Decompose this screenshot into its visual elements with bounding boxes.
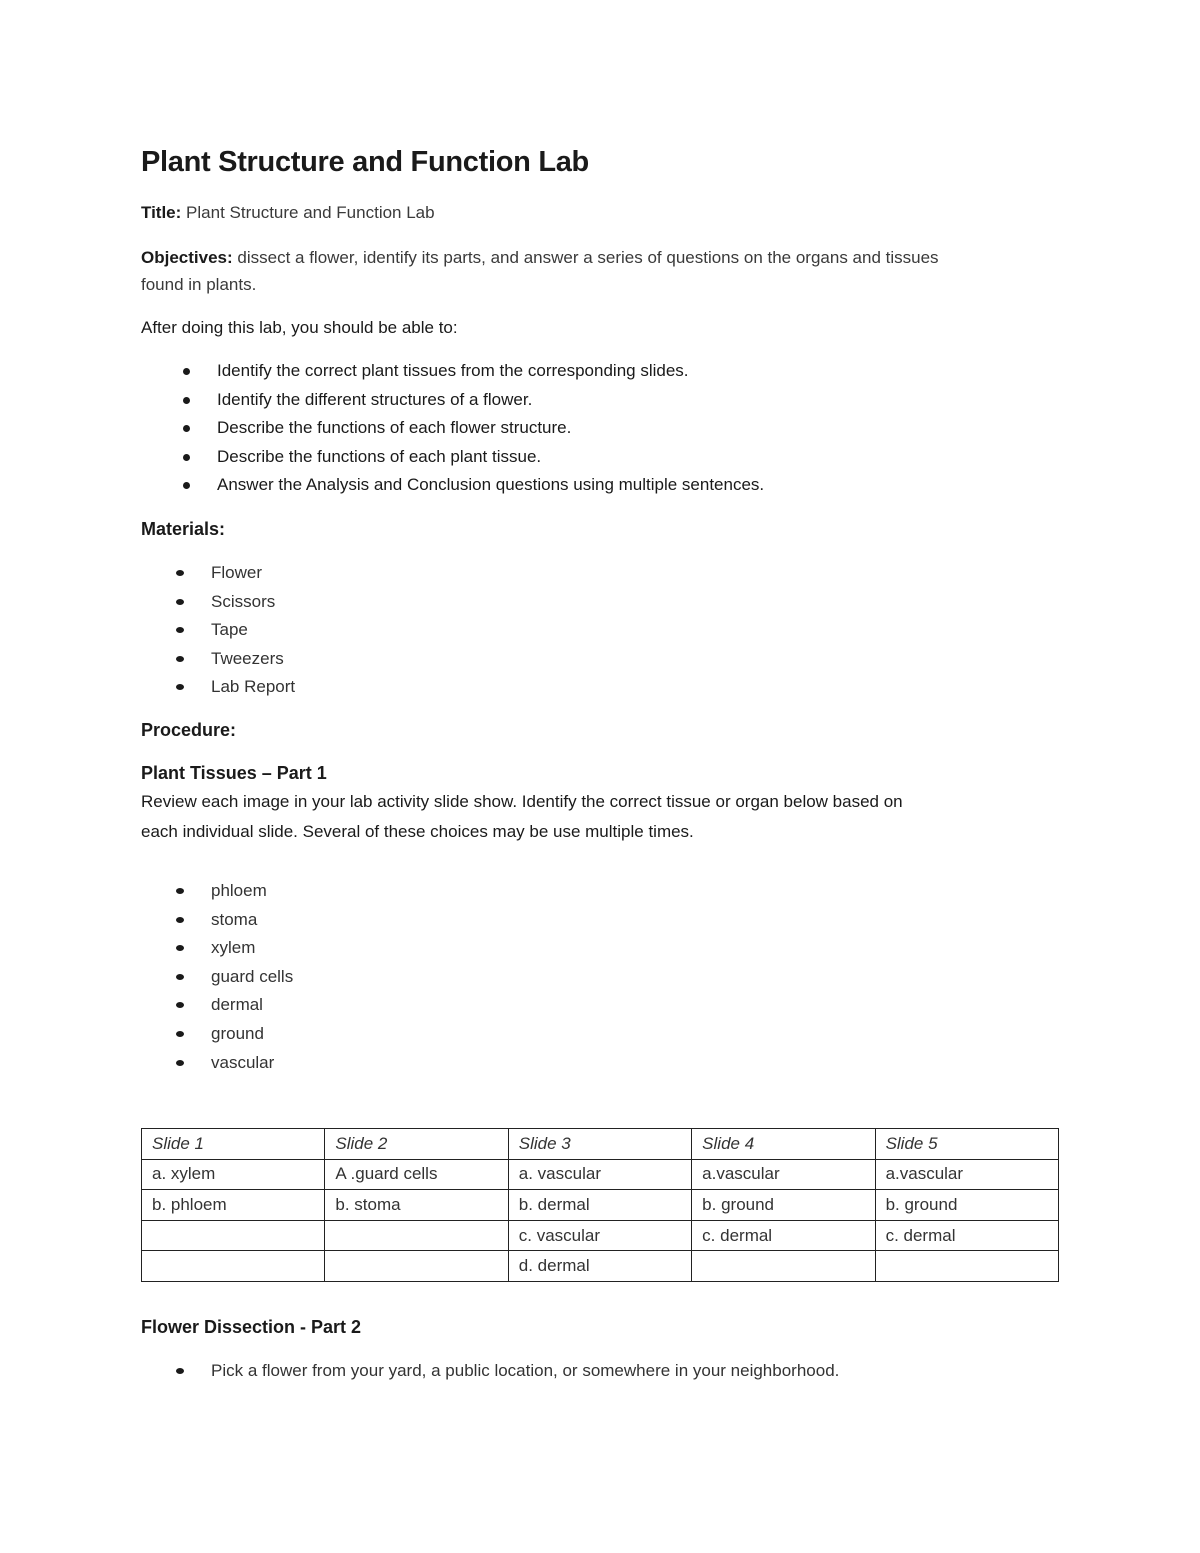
table-cell xyxy=(142,1251,325,1282)
table-cell: a. vascular xyxy=(508,1159,691,1190)
list-item: Tape xyxy=(141,616,1061,645)
table-cell: c. dermal xyxy=(692,1220,875,1251)
bullet-icon xyxy=(176,599,184,605)
list-item: Flower xyxy=(141,559,1061,588)
bullet-icon xyxy=(176,1060,184,1066)
title-line xyxy=(141,199,1061,226)
bullet-icon xyxy=(183,368,190,375)
bullet-icon xyxy=(176,1031,184,1037)
list-item: Describe the functions of each plant tissue. xyxy=(141,443,1061,472)
objectives-label: Objectives: xyxy=(141,248,233,267)
list-item: Answer the Analysis and Conclusion questions using multiple sentences. xyxy=(141,471,1061,500)
bullet-icon xyxy=(176,974,184,980)
outcomes-list xyxy=(141,357,1061,500)
part1-text-2: each individual slide. Several of these choices may be use multiple times. xyxy=(141,821,694,841)
list-item: dermal xyxy=(141,991,1061,1020)
part2-list xyxy=(141,1357,1061,1386)
list-item: Pick a flower from your yard, a public location, or somewhere in your neighborhood. xyxy=(141,1357,1061,1386)
bullet-icon xyxy=(183,425,190,432)
table-cell: A .guard cells xyxy=(325,1159,508,1190)
table-cell: b. dermal xyxy=(508,1190,691,1221)
table-header-cell: Slide 1 xyxy=(142,1129,325,1160)
materials-heading: Materials: xyxy=(141,518,226,539)
table-row xyxy=(142,1159,1059,1190)
bullet-icon xyxy=(183,482,190,489)
objectives-text-1: dissect a flower, identify its parts, and answer a series of questions on the organs and tissues xyxy=(237,248,939,267)
list-item: Describe the functions of each flower structure. xyxy=(141,414,1061,443)
table-row xyxy=(142,1190,1059,1221)
table-cell: c. vascular xyxy=(508,1220,691,1251)
table-header-cell: Slide 2 xyxy=(325,1129,508,1160)
list-item: ground xyxy=(141,1020,1061,1049)
part2-heading: Flower Dissection - Part 2 xyxy=(141,1317,362,1337)
table-header-cell: Slide 3 xyxy=(508,1129,691,1160)
list-item: stoma xyxy=(141,906,1061,935)
list-item: vascular xyxy=(141,1049,1061,1078)
bullet-icon xyxy=(176,1368,184,1374)
table-cell xyxy=(325,1251,508,1282)
table-cell xyxy=(875,1251,1058,1282)
table-cell: a.vascular xyxy=(875,1159,1058,1190)
table-cell: d. dermal xyxy=(508,1251,691,1282)
table-row xyxy=(142,1220,1059,1251)
table-cell: b. ground xyxy=(875,1190,1058,1221)
part1-text-1: Review each image in your lab activity slide show. Identify the correct tissue or organ below based on xyxy=(141,791,903,811)
table-cell: c. dermal xyxy=(875,1220,1058,1251)
objectives-line-1 xyxy=(141,244,1061,271)
bullet-icon xyxy=(176,570,184,576)
list-item: guard cells xyxy=(141,963,1061,992)
procedure-heading: Procedure: xyxy=(141,719,237,740)
bullet-icon xyxy=(176,684,184,690)
document-title: Plant Structure and Function Lab xyxy=(141,146,589,178)
table-cell: b. phloem xyxy=(142,1190,325,1221)
table-cell xyxy=(692,1251,875,1282)
table-header-row xyxy=(142,1129,1059,1160)
table-cell xyxy=(142,1220,325,1251)
bullet-icon xyxy=(176,627,184,633)
table-cell: b. ground xyxy=(692,1190,875,1221)
table-cell: a.vascular xyxy=(692,1159,875,1190)
list-item: Identify the different structures of a flower. xyxy=(141,386,1061,415)
part2-section xyxy=(141,1314,1061,1386)
list-item: Scissors xyxy=(141,588,1061,617)
list-item: Identify the correct plant tissues from the corresponding slides. xyxy=(141,357,1061,386)
list-item: xylem xyxy=(141,934,1061,963)
slides-table xyxy=(141,1128,1059,1282)
bullet-icon xyxy=(176,888,184,894)
list-item: phloem xyxy=(141,877,1061,906)
list-item: Lab Report xyxy=(141,673,1061,702)
table-header-cell: Slide 4 xyxy=(692,1129,875,1160)
table-cell: a. xylem xyxy=(142,1159,325,1190)
document-page xyxy=(141,140,1061,1077)
bullet-icon xyxy=(183,454,190,461)
table-row xyxy=(142,1251,1059,1282)
objectives-text-2: found in plants. xyxy=(141,275,257,294)
part1-heading: Plant Tissues – Part 1 xyxy=(141,762,327,783)
title-label: Title: xyxy=(141,203,182,222)
title-value: Plant Structure and Function Lab xyxy=(186,203,435,222)
list-item: Tweezers xyxy=(141,645,1061,674)
bullet-icon xyxy=(176,917,184,923)
table-cell xyxy=(325,1220,508,1251)
bullet-icon xyxy=(176,656,184,662)
table-cell: b. stoma xyxy=(325,1190,508,1221)
bullet-icon xyxy=(176,1002,184,1008)
tissue-choices-list xyxy=(141,877,1061,1077)
materials-list xyxy=(141,559,1061,702)
bullet-icon xyxy=(183,397,190,404)
after-intro: After doing this lab, you should be able to: xyxy=(141,318,458,337)
bullet-icon xyxy=(176,945,184,951)
table-header-cell: Slide 5 xyxy=(875,1129,1058,1160)
